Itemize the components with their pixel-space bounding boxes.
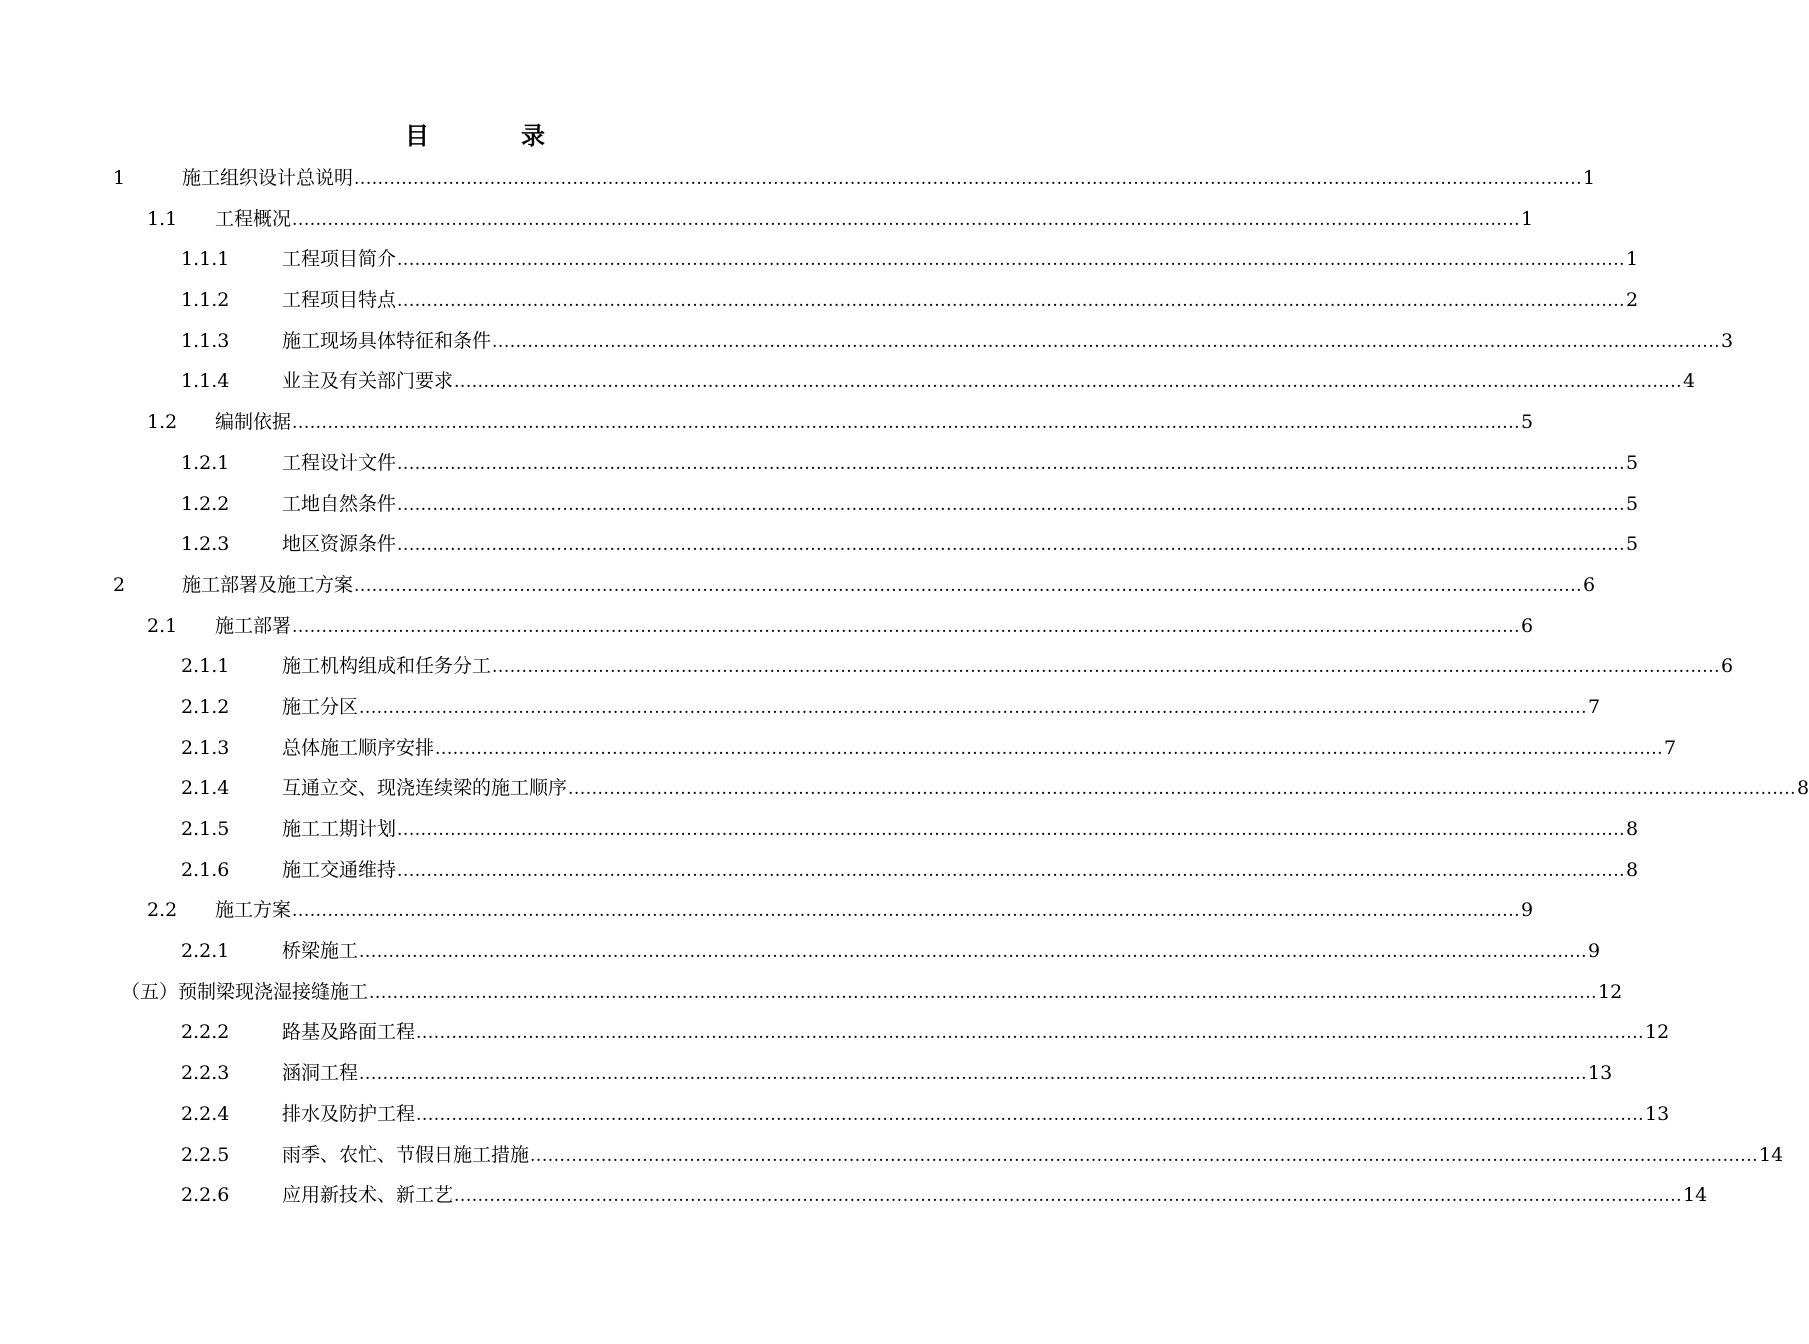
toc-entry-row	[282, 524, 1639, 566]
toc-entry-label: 工程设计文件	[282, 451, 397, 474]
toc-dot-leader: ................................................................................................................................................................................................................	[359, 697, 1588, 718]
toc-entry-row	[282, 931, 1601, 973]
toc-entry[interactable]	[0, 199, 1534, 240]
toc-dot-leader: ................................................................................................................................................................................................................	[359, 1064, 1588, 1085]
toc-entry-row	[282, 809, 1639, 851]
toc-entry-row	[282, 484, 1639, 526]
toc-entry-number: 1.2.3	[181, 533, 230, 556]
toc-entry[interactable]	[0, 361, 1696, 402]
toc-dot-leader: ................................................................................................................................................................................................................	[359, 942, 1588, 963]
toc-entry-page-number: 8	[1797, 777, 1809, 800]
toc-entry-row	[215, 402, 1534, 444]
toc-dot-leader: ................................................................................................................................................................................................................	[492, 657, 1721, 678]
toc-entry[interactable]	[0, 1175, 1708, 1216]
toc-entry-row	[282, 646, 1734, 688]
toc-entry-page-number: 4	[1683, 370, 1696, 393]
toc-entry-row	[282, 1094, 1670, 1136]
toc-dot-leader: ................................................................................................................................................................................................................	[369, 982, 1598, 1003]
toc-entry-page-number: 1	[1626, 248, 1639, 271]
toc-entry-number: 1.1.4	[181, 370, 230, 393]
toc-dot-leader: ................................................................................................................................................................................................................	[416, 1104, 1645, 1125]
toc-entry[interactable]	[0, 443, 1639, 484]
toc-entry-row	[215, 199, 1534, 241]
toc-entry[interactable]	[0, 606, 1534, 647]
toc-entry-label: 桥梁施工	[282, 940, 359, 963]
toc-entry-label: 工程概况	[215, 207, 292, 230]
toc-entry-page-number: 13	[1588, 1062, 1613, 1085]
toc-dot-leader: ................................................................................................................................................................................................................	[354, 575, 1583, 596]
toc-entry-number: 1.2.1	[181, 451, 230, 474]
toc-entry-label: 施工机构组成和任务分工	[282, 655, 492, 678]
toc-entry[interactable]	[0, 890, 1534, 931]
toc-entry[interactable]	[0, 321, 1734, 362]
toc-entry[interactable]	[0, 239, 1639, 280]
toc-entry[interactable]	[0, 687, 1601, 728]
toc-entry-label: 施工工期计划	[282, 818, 397, 840]
toc-dot-leader: ................................................................................................................................................................................................................	[397, 250, 1626, 271]
toc-entry-page-number: 5	[1626, 492, 1639, 515]
toc-entry-number: 1.1.3	[181, 329, 230, 352]
toc-entry-label: 排水及防护工程	[282, 1102, 416, 1125]
toc-entry[interactable]	[0, 158, 1596, 199]
toc-dot-leader: ................................................................................................................................................................................................................	[454, 1186, 1683, 1207]
toc-entry[interactable]	[0, 972, 1623, 1013]
toc-entry-page-number: 1	[1583, 167, 1596, 189]
toc-entry[interactable]	[0, 728, 1677, 769]
toc-entry-row	[282, 1012, 1670, 1054]
toc-entry[interactable]	[0, 1094, 1670, 1135]
toc-entry-row	[282, 361, 1696, 403]
toc-entry[interactable]	[0, 1053, 1613, 1094]
toc-entry-number: 2.1	[147, 614, 178, 637]
toc-entry-page-number: 12	[1645, 1021, 1670, 1044]
toc-dot-leader: ................................................................................................................................................................................................................	[397, 291, 1626, 312]
toc-entry[interactable]	[0, 809, 1639, 850]
toc-entry-page-number: 3	[1721, 329, 1734, 352]
toc-entry-label: 涵洞工程	[282, 1062, 359, 1085]
toc-dot-leader: ................................................................................................................................................................................................................	[397, 494, 1626, 515]
toc-entry[interactable]	[0, 280, 1639, 321]
toc-entry-number: 2.1.1	[181, 655, 230, 678]
toc-entry-page-number: 2	[1626, 289, 1639, 312]
toc-entry-row	[182, 565, 1596, 607]
toc-entry-label: 编制依据	[215, 411, 292, 434]
toc-entry-label: 施工部署及施工方案	[182, 573, 354, 596]
toc-entry-row	[282, 728, 1677, 770]
toc-entry-row	[182, 158, 1596, 200]
toc-entry-label: 总体施工顺序安排	[282, 736, 435, 759]
toc-dot-leader: ................................................................................................................................................................................................................	[416, 1023, 1645, 1044]
toc-entry-row	[282, 1175, 1708, 1217]
toc-entry-page-number: 9	[1521, 899, 1534, 922]
toc-entry[interactable]	[0, 1135, 1784, 1176]
toc-dot-leader: ................................................................................................................................................................................................................	[292, 901, 1521, 922]
toc-entry[interactable]	[0, 646, 1734, 687]
toc-entry-number: 1	[113, 167, 126, 189]
toc-entry-page-number: 7	[1588, 695, 1601, 718]
toc-entry-page-number: 14	[1759, 1143, 1784, 1166]
toc-dot-leader: ................................................................................................................................................................................................................	[530, 1145, 1759, 1166]
toc-entry-page-number: 14	[1683, 1184, 1708, 1207]
toc-entry-row	[282, 321, 1734, 363]
toc-entry-label: 施工分区	[282, 695, 359, 718]
toc-dot-leader: ................................................................................................................................................................................................................	[568, 779, 1797, 800]
toc-entry-number: 2.1.6	[181, 858, 230, 881]
toc-entry-row	[215, 890, 1534, 932]
toc-entry-row	[282, 768, 1809, 810]
toc-entry-label: 施工部署	[215, 614, 292, 637]
toc-entry[interactable]	[0, 524, 1639, 565]
toc-entry-page-number: 13	[1645, 1102, 1670, 1125]
toc-entry-label: 业主及有关部门要求	[282, 370, 454, 393]
toc-entry[interactable]	[0, 768, 1809, 809]
toc-entry-label: （五）预制梁现浇湿接缝施工	[121, 980, 369, 1003]
toc-entry-number: 2	[113, 573, 126, 596]
toc-entry-number: 2.2.3	[181, 1062, 230, 1085]
toc-dot-leader: ................................................................................................................................................................................................................	[397, 820, 1626, 840]
toc-title: 目 录	[405, 121, 579, 150]
toc-dot-leader: ................................................................................................................................................................................................................	[397, 453, 1626, 474]
toc-entry-row	[215, 606, 1534, 648]
toc-entry-page-number: 6	[1521, 614, 1534, 637]
toc-entry-row	[282, 443, 1639, 485]
toc-entry-number: 1.2	[147, 411, 178, 434]
toc-entry-row	[282, 1135, 1784, 1177]
toc-entry-row	[282, 850, 1639, 892]
toc-entry-label: 地区资源条件	[282, 533, 397, 556]
toc-entry-page-number: 5	[1626, 451, 1639, 474]
toc-dot-leader: ................................................................................................................................................................................................................	[292, 413, 1521, 434]
toc-entry-number: 2.2.6	[181, 1184, 230, 1207]
toc-entry-label: 工程项目特点	[282, 289, 397, 312]
toc-entry-number: 1.1.2	[181, 289, 230, 312]
toc-entry-label: 施工现场具体特征和条件	[282, 329, 492, 352]
toc-entry[interactable]	[0, 1012, 1670, 1053]
toc-entry-number: 2.1.5	[181, 818, 230, 840]
toc-entry-page-number: 8	[1626, 818, 1639, 840]
toc-dot-leader: ................................................................................................................................................................................................................	[292, 209, 1521, 230]
toc-entry-number: 1.1	[147, 207, 178, 230]
toc-entry-row	[282, 239, 1639, 281]
toc-entry[interactable]	[0, 850, 1639, 891]
toc-entry-page-number: 5	[1626, 533, 1639, 556]
toc-entry-page-number: 1	[1521, 207, 1534, 230]
toc-entry-number: 2.2.5	[181, 1143, 230, 1166]
toc-entry-page-number: 6	[1721, 655, 1734, 678]
toc-entry-page-number: 9	[1588, 940, 1601, 963]
toc-dot-leader: ................................................................................................................................................................................................................	[354, 169, 1583, 189]
toc-entry[interactable]	[0, 402, 1534, 443]
toc-entry-label: 施工组织设计总说明	[182, 167, 354, 189]
toc-entry-page-number: 7	[1664, 736, 1677, 759]
toc-dot-leader: ................................................................................................................................................................................................................	[292, 616, 1521, 637]
toc-entry-number: 2.2	[147, 899, 178, 922]
toc-dot-leader: ................................................................................................................................................................................................................	[397, 535, 1626, 556]
toc-entry-row	[282, 280, 1639, 322]
toc-entry-number: 2.2.4	[181, 1102, 230, 1125]
toc-dot-leader: ................................................................................................................................................................................................................	[492, 331, 1721, 352]
toc-dot-leader: ................................................................................................................................................................................................................	[454, 372, 1683, 393]
toc-entry-page-number: 5	[1521, 411, 1534, 434]
toc-entry-label: 工程项目简介	[282, 248, 397, 271]
toc-entry-label: 工地自然条件	[282, 492, 397, 515]
toc-entry-number: 2.1.2	[181, 695, 230, 718]
toc-entry[interactable]	[0, 484, 1639, 525]
toc-entry-number: 1.1.1	[181, 248, 230, 271]
toc-dot-leader: ................................................................................................................................................................................................................	[397, 860, 1626, 881]
toc-entry-page-number: 6	[1583, 573, 1596, 596]
toc-entry-label: 雨季、农忙、节假日施工措施	[282, 1143, 530, 1166]
toc-entry-row	[282, 1053, 1613, 1095]
toc-entry-row	[121, 972, 1623, 1014]
toc-entry[interactable]	[0, 565, 1596, 606]
toc-entry-page-number: 8	[1626, 858, 1639, 881]
toc-list	[0, 158, 1809, 1216]
toc-dot-leader: ................................................................................................................................................................................................................	[435, 738, 1664, 759]
toc-entry-label: 应用新技术、新工艺	[282, 1184, 454, 1207]
toc-entry-label: 路基及路面工程	[282, 1021, 416, 1044]
toc-entry-row	[282, 687, 1601, 729]
toc-entry-number: 2.1.3	[181, 736, 230, 759]
toc-entry-label: 施工交通维持	[282, 858, 397, 881]
toc-entry-label: 互通立交、现浇连续梁的施工顺序	[282, 777, 568, 800]
toc-entry-number: 2.1.4	[181, 777, 230, 800]
toc-entry-number: 1.2.2	[181, 492, 230, 515]
toc-entry-number: 2.2.1	[181, 940, 230, 963]
toc-entry-page-number: 12	[1598, 980, 1623, 1003]
toc-entry[interactable]	[0, 931, 1601, 972]
toc-entry-label: 施工方案	[215, 899, 292, 922]
toc-entry-number: 2.2.2	[181, 1021, 230, 1044]
